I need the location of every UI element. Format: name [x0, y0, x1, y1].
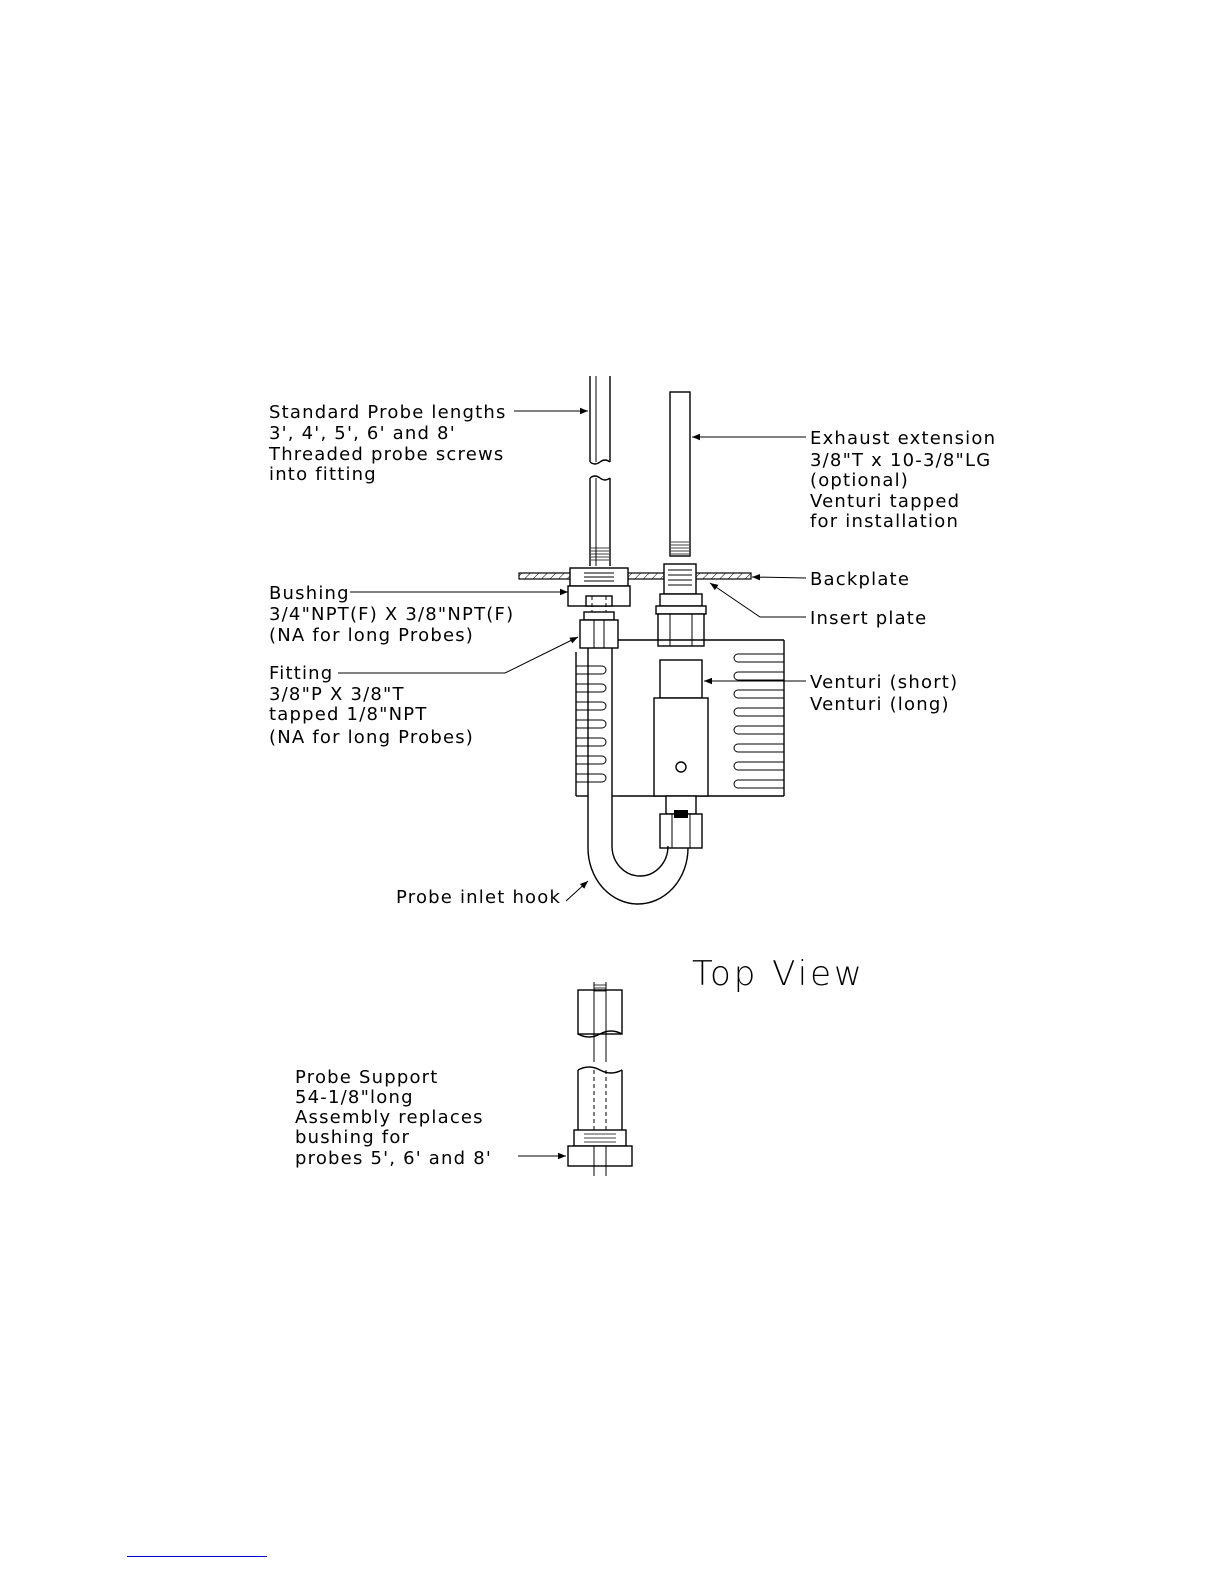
label-line: bushing for [295, 1127, 411, 1148]
label-line: Fitting [269, 663, 334, 684]
label-line: (NA for long Probes) [269, 625, 475, 646]
label-line: (optional) [810, 470, 909, 491]
label-line: 3/8"T x 10-3/8"LG [810, 450, 992, 471]
label-line: Exhaust extension [810, 428, 997, 449]
leader-backplate [752, 577, 806, 578]
label-line: 3', 4', 5', 6' and 8' [269, 423, 456, 444]
label-fitting [269, 663, 474, 748]
label-exhaust [810, 428, 996, 532]
bushing [568, 568, 630, 612]
label-line: tapped 1/8"NPT [269, 704, 428, 725]
label-insert-plate: Insert plate [810, 608, 928, 629]
label-venturi [810, 672, 958, 715]
label-standard-probe [268, 402, 507, 485]
label-line: Venturi tapped [810, 491, 961, 512]
venturi-body [654, 660, 708, 848]
label-line: 54-1/8"long [295, 1087, 414, 1108]
label-line: Bushing [269, 583, 350, 604]
footer-rule [127, 1556, 267, 1557]
label-line: (NA for long Probes) [269, 727, 475, 748]
label-line: Threaded probe screws [269, 444, 505, 465]
label-probe-support [295, 1067, 492, 1169]
probe-tube-upper [590, 376, 610, 566]
label-line: Venturi (long) [810, 694, 950, 715]
label-line: Assembly replaces [295, 1107, 484, 1128]
label-probe-hook: Probe inlet hook [396, 887, 562, 908]
label-line: Standard Probe lengths [269, 402, 507, 423]
top-view-title: Top View [692, 954, 865, 994]
exhaust-extension-tube [670, 392, 690, 556]
label-line: Probe Support [295, 1067, 439, 1088]
label-line: into fitting [269, 464, 377, 485]
label-line: for installation [810, 511, 960, 532]
top-view [518, 982, 632, 1176]
fitting [580, 612, 618, 648]
label-line: 3/8"P X 3/8"T [269, 684, 405, 705]
label-line: Venturi (short) [810, 672, 959, 693]
label-backplate: Backplate [810, 569, 911, 590]
label-line: probes 5', 6' and 8' [295, 1148, 492, 1169]
label-line: 3/4"NPT(F) X 3/8"NPT(F) [269, 604, 515, 625]
backplate [519, 573, 751, 579]
leader-probe-hook [566, 881, 588, 901]
leader-insert-plate [710, 583, 806, 617]
